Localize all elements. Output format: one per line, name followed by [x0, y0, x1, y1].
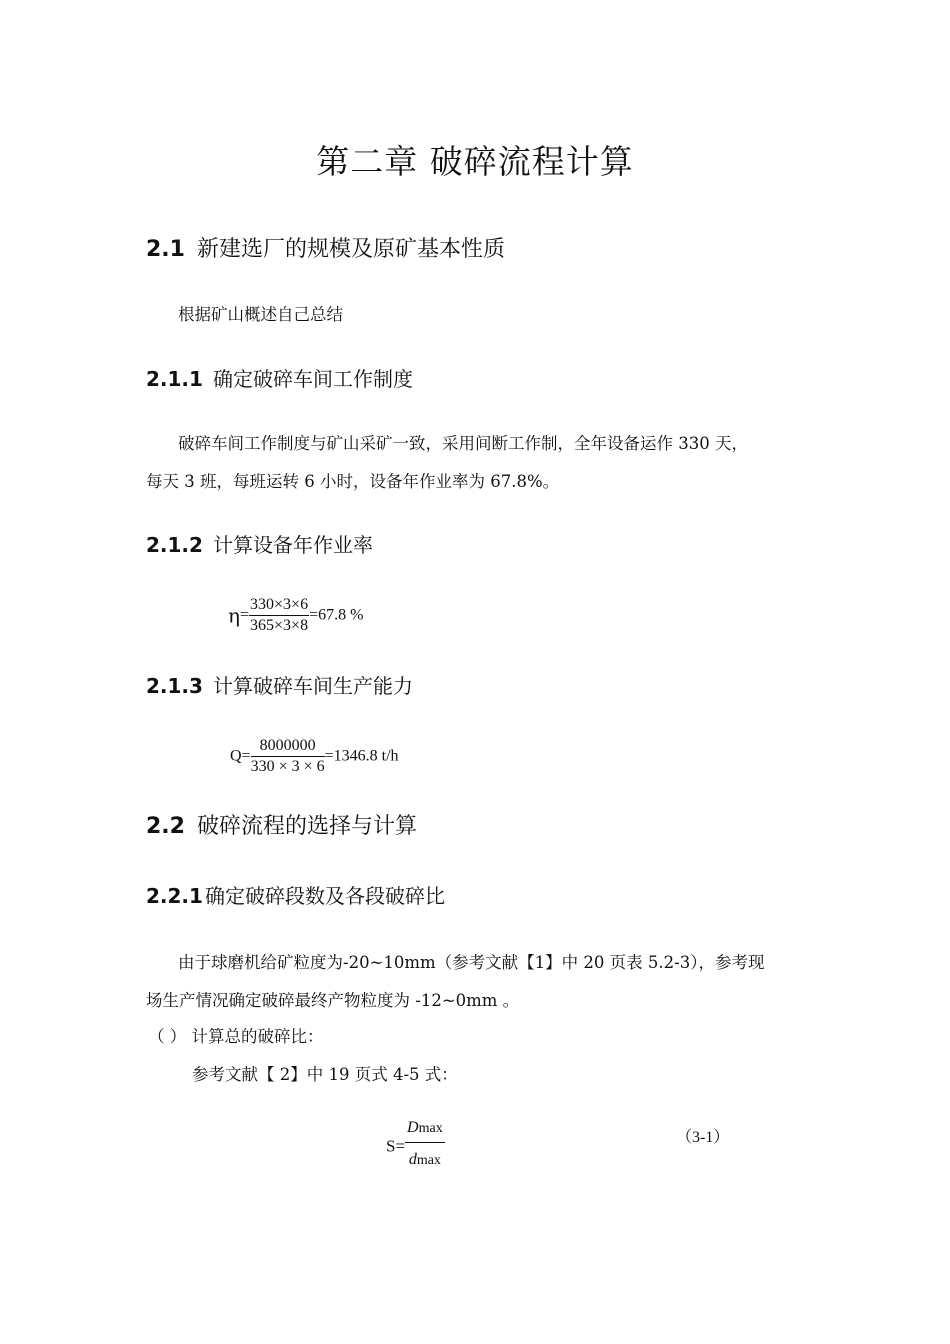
fraction-s [405, 1115, 445, 1178]
formula-lhs: S= [386, 1136, 406, 1156]
formula-result: =1346.8 t/h [324, 747, 399, 765]
formula-s [386, 1115, 445, 1178]
equation-number: （3-1） [676, 1129, 730, 1146]
section-title: 确定破碎车间工作制度 [212, 367, 413, 391]
section-heading-2-1-2 [146, 529, 373, 558]
section-title: 确定破碎段数及各段破碎比 [204, 884, 445, 908]
section-heading-2-1-3 [146, 670, 413, 699]
formula-result: =67.8 % [309, 606, 364, 624]
denominator: dmax [408, 1151, 441, 1168]
section-number: 2.1.3 [146, 674, 203, 698]
paragraph-2-1-1-line1: 破碎车间工作制度与矿山采矿一致，采用间断工作制，全年设备运作 330 天， [178, 434, 748, 453]
section-number: 2.2 [146, 814, 185, 839]
reference-line: 参考文献【 2】中 19 页式 4-5 式： [192, 1065, 458, 1084]
list-item-total-ratio: （ ） 计算总的破碎比： [148, 1027, 324, 1046]
fraction-eta [249, 595, 309, 636]
paragraph-2-1: 根据矿山概述自己总结 [178, 305, 343, 324]
fraction-q [251, 736, 325, 777]
denominator: 330 × 3 × 6 [250, 758, 325, 775]
section-title: 破碎流程的选择与计算 [196, 814, 417, 839]
equals-sign: = [239, 606, 250, 624]
paragraph-2-1-1-line2: 每天 3 班，每班运转 6 小时，设备年作业率为 67.8%。 [146, 472, 560, 491]
section-number: 2.1.1 [146, 367, 203, 391]
numerator: Dmax [405, 1115, 445, 1143]
section-number: 2.2.1 [146, 884, 203, 908]
paragraph-2-2-1-line1: 由于球磨机给矿粒度为-20~10mm（参考文献【1】中 20 页表 5.2-3），参考现 [178, 953, 765, 972]
numerator: 8000000 [251, 736, 325, 757]
denominator: 365×3×8 [250, 617, 309, 634]
section-title: 计算设备年作业率 [212, 533, 373, 557]
section-number: 2.1 [146, 237, 185, 262]
paragraph-2-2-1-line2: 场生产情况确定破碎最终产物粒度为 -12~0mm 。 [146, 991, 520, 1010]
section-number: 2.1.2 [146, 533, 203, 557]
formula-lhs: Q= [230, 747, 251, 765]
eta-symbol: η [228, 603, 240, 628]
section-heading-2-2-1 [146, 880, 445, 909]
section-title: 计算破碎车间生产能力 [212, 674, 413, 698]
formula-eta [228, 595, 363, 636]
formula-q [230, 736, 399, 777]
section-heading-2-2 [146, 809, 417, 840]
section-heading-2-1-1 [146, 363, 413, 392]
section-title: 新建选厂的规模及原矿基本性质 [196, 237, 505, 262]
section-heading-2-1 [146, 232, 505, 263]
numerator: 330×3×6 [249, 595, 309, 616]
chapter-title: 第二章 破碎流程计算 [316, 142, 634, 181]
